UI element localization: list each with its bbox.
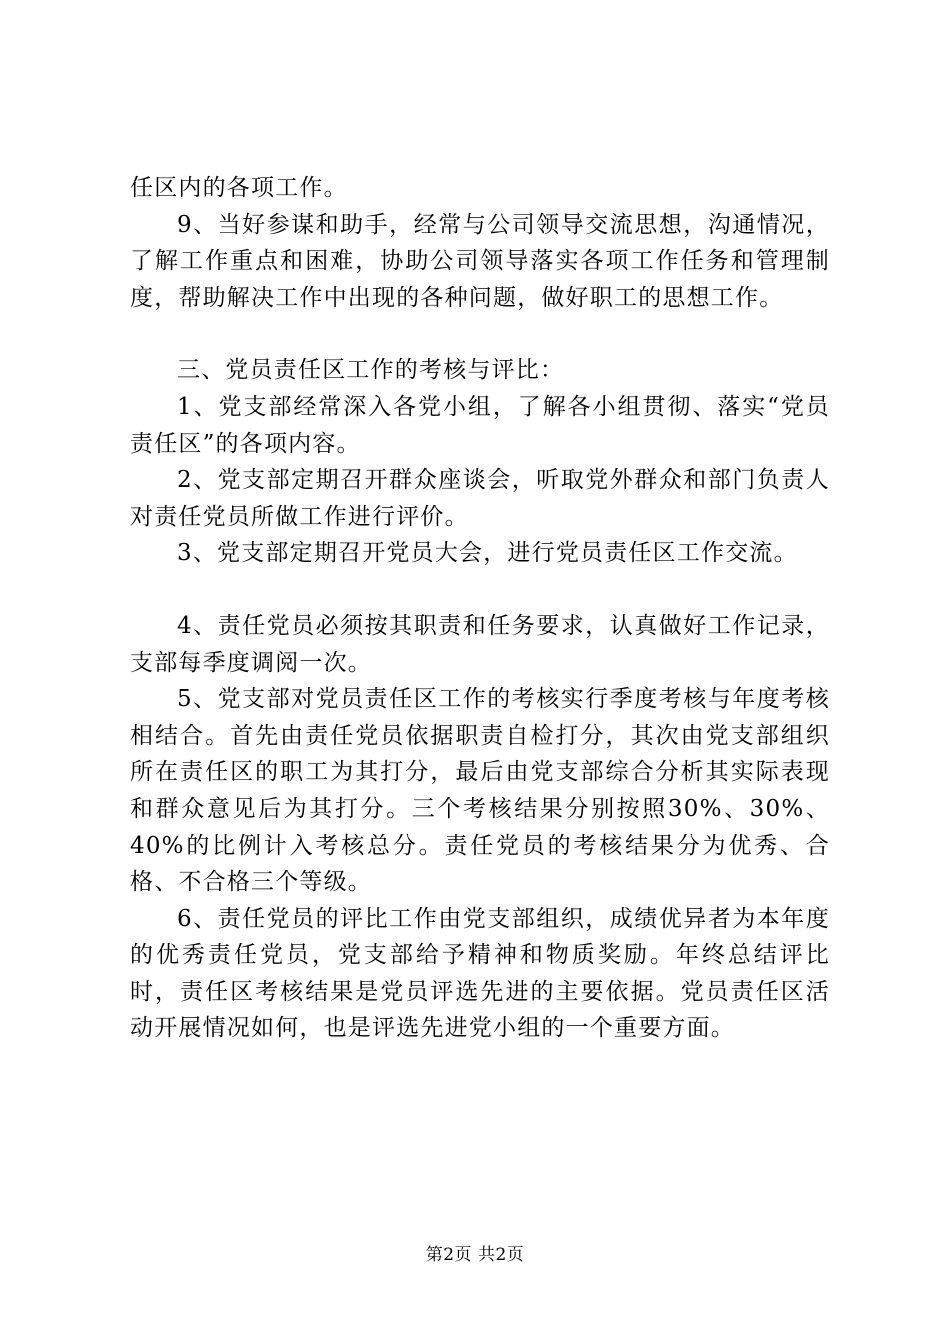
paragraph-2: 9、当好参谋和助手，经常与公司领导交流思想，沟通情况，了解工作重点和困难，协助公司领导落实各项工作任务和管理制度，帮助解决工作中出现的各种问题，做好职工的思想工作。: [130, 211, 830, 311]
paragraph-8: 5、党支部对党员责任区工作的考核实行季度考核与年度考核相结合。首先由责任党员依据职责自检打分，其次由党支部组织所在责任区的职工为其打分，最后由党支部综合分析其实际表现和群众意见后为其打分。三个考核结果分别按照30%、30%、40%的比例计入考核总分。责任党员的考核结果分为优秀、合格、不合格三个等级。: [130, 686, 830, 896]
section-heading: 三、党员责任区工作的考核与评比：: [177, 357, 565, 384]
document-body: [130, 170, 830, 1047]
paragraph-5: 2、党支部定期召开群众座谈会，听取党外群众和部门负责人对责任党员所做工作进行评价。: [130, 467, 830, 530]
paragraph-9: 6、责任党员的评比工作由党支部组织，成绩优异者为本年度的优秀责任党员，党支部给予精神和物质奖励。年终总结评比时，责任区考核结果是党员评选先进的主要依据。党员责任区活动开展情况如何，也是评选先进党小组的一个重要方面。: [130, 905, 830, 1042]
page-number-footer: 第2页 共2页: [425, 1245, 525, 1265]
paragraph-4: 1、党支部经常深入各党小组，了解各小组贯彻、落实“党员责任区”的各项内容。: [130, 393, 830, 457]
paragraph-7: 4、责任党员必须按其职责和任务要求，认真做好工作记录，支部每季度调阅一次。: [130, 612, 830, 676]
paragraph-6: 3、党支部定期召开党员大会，进行党员责任区工作交流。: [177, 540, 798, 567]
paragraph-1: 任区内的各项工作。: [130, 175, 348, 201]
